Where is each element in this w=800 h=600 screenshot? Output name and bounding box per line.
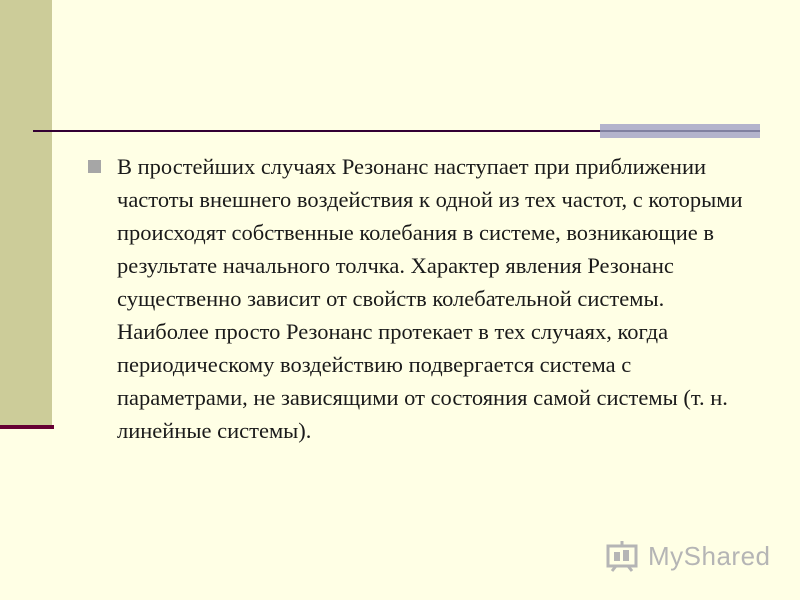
watermark	[606, 538, 771, 574]
slide-body	[88, 150, 748, 447]
myshared-logo-icon	[606, 540, 642, 572]
bullet-item	[88, 150, 748, 447]
left-decorative-band	[0, 0, 52, 427]
square-bullet-icon	[88, 160, 101, 173]
title-divider-accent-line	[600, 130, 760, 132]
bullet-text: В простейших случаях Резонанс наступает при приближении частоты внешнего воздействия к одной из тех частот, с которыми происходят собственные колебания в системе, возникающие в результате начального толчка. Характер явления Резонанс существенно зависит от свойств колебательной системы. Наиболее просто Резонанс протекает в тех случаях, когда периодическому воздействию подвергается система с параметрами, не зависящими от состояния самой системы (т. н. линейные системы).	[117, 154, 743, 443]
watermark-text: MyShared	[648, 540, 771, 571]
left-band-rule	[0, 425, 54, 429]
